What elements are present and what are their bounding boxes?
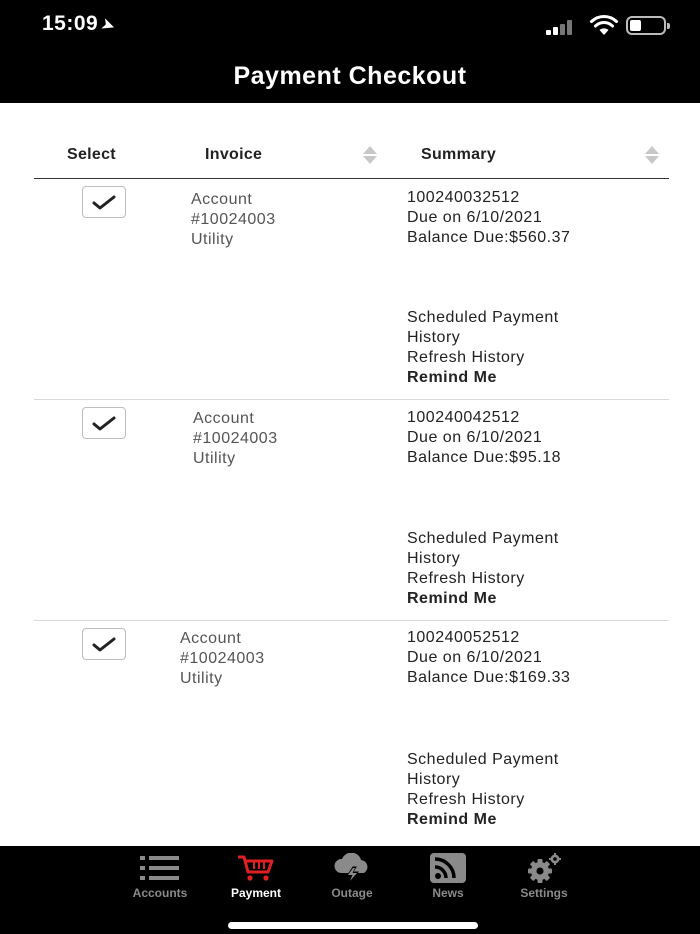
select-checkbox[interactable] — [82, 407, 126, 439]
balance-due: Balance Due:$560.37 — [407, 229, 571, 246]
scheduled-payment-history-link-cont[interactable]: History — [407, 550, 461, 567]
column-header-summary[interactable]: Summary — [421, 146, 497, 163]
tab-outage[interactable] — [307, 852, 397, 900]
remind-me-link[interactable]: Remind Me — [407, 590, 497, 607]
location-arrow-icon: ➤ — [99, 15, 118, 36]
select-checkbox[interactable] — [82, 186, 126, 218]
tab-label: Settings — [520, 886, 568, 900]
due-date: Due on 6/10/2021 — [407, 649, 543, 666]
column-header-select: Select — [67, 146, 116, 163]
checkmark-icon — [92, 414, 116, 432]
list-icon — [139, 855, 181, 881]
row-actions — [407, 308, 559, 388]
scheduled-payment-history-link[interactable]: Scheduled Payment — [407, 309, 559, 326]
tab-label: Accounts — [132, 886, 188, 900]
invoice-label: Account — [193, 410, 255, 427]
storm-cloud-icon — [332, 853, 372, 883]
cart-icon — [236, 854, 276, 882]
invoice-cell — [193, 409, 278, 469]
invoice-account-number: #10024003 — [180, 650, 265, 667]
wifi-icon — [589, 14, 619, 36]
table-header — [34, 130, 669, 179]
tab-label: Outage — [331, 886, 373, 900]
tab-label: Payment — [230, 886, 282, 900]
checkmark-icon — [92, 635, 116, 653]
invoice-label: Account — [191, 191, 253, 208]
summary-cell — [407, 408, 561, 468]
invoice-account-number: #10024003 — [193, 430, 278, 447]
invoice-cell — [180, 629, 265, 689]
cellular-signal-icon — [546, 19, 580, 35]
due-date: Due on 6/10/2021 — [407, 209, 543, 226]
refresh-history-link[interactable]: Refresh History — [407, 349, 525, 366]
refresh-history-link[interactable]: Refresh History — [407, 570, 525, 587]
table-row — [34, 621, 669, 842]
table-row — [34, 179, 669, 400]
row-actions — [407, 750, 559, 830]
checkmark-icon — [92, 193, 116, 211]
invoice-type: Utility — [180, 670, 223, 687]
summary-cell — [407, 628, 570, 688]
page-title: Payment Checkout — [233, 62, 467, 90]
app-header — [0, 0, 700, 103]
select-checkbox[interactable] — [82, 628, 126, 660]
column-header-invoice[interactable]: Invoice — [205, 146, 263, 163]
summary-sort-icon[interactable] — [645, 146, 659, 166]
rss-icon — [429, 852, 467, 884]
remind-me-link[interactable]: Remind Me — [407, 811, 497, 828]
tab-accounts[interactable] — [115, 852, 205, 900]
invoice-number: 100240052512 — [407, 629, 520, 646]
home-indicator[interactable] — [228, 922, 478, 929]
bottom-tab-bar — [0, 846, 700, 934]
gear-icon — [524, 852, 564, 884]
summary-cell — [407, 188, 570, 248]
balance-due: Balance Due:$95.18 — [407, 449, 561, 466]
status-time-text: 15:09 — [42, 12, 99, 35]
due-date: Due on 6/10/2021 — [407, 429, 543, 446]
scheduled-payment-history-link-cont[interactable]: History — [407, 771, 461, 788]
invoice-label: Account — [180, 630, 242, 647]
tab-news[interactable] — [403, 852, 493, 900]
invoice-cell — [191, 190, 276, 250]
refresh-history-link[interactable]: Refresh History — [407, 791, 525, 808]
invoice-number: 100240032512 — [407, 189, 520, 206]
invoice-type: Utility — [193, 450, 236, 467]
remind-me-link[interactable]: Remind Me — [407, 369, 497, 386]
tab-settings[interactable] — [499, 852, 589, 900]
scheduled-payment-history-link[interactable]: Scheduled Payment — [407, 751, 559, 768]
invoice-account-number: #10024003 — [191, 211, 276, 228]
table-row — [34, 400, 669, 621]
row-actions — [407, 529, 559, 609]
battery-icon — [626, 16, 666, 35]
balance-due: Balance Due:$169.33 — [407, 669, 571, 686]
invoice-number: 100240042512 — [407, 409, 520, 426]
tab-label: News — [432, 886, 464, 900]
invoice-type: Utility — [191, 231, 234, 248]
invoice-sort-icon[interactable] — [363, 146, 377, 166]
status-time — [42, 12, 118, 36]
scheduled-payment-history-link[interactable]: Scheduled Payment — [407, 530, 559, 547]
tab-payment[interactable] — [211, 852, 301, 900]
scheduled-payment-history-link-cont[interactable]: History — [407, 329, 461, 346]
